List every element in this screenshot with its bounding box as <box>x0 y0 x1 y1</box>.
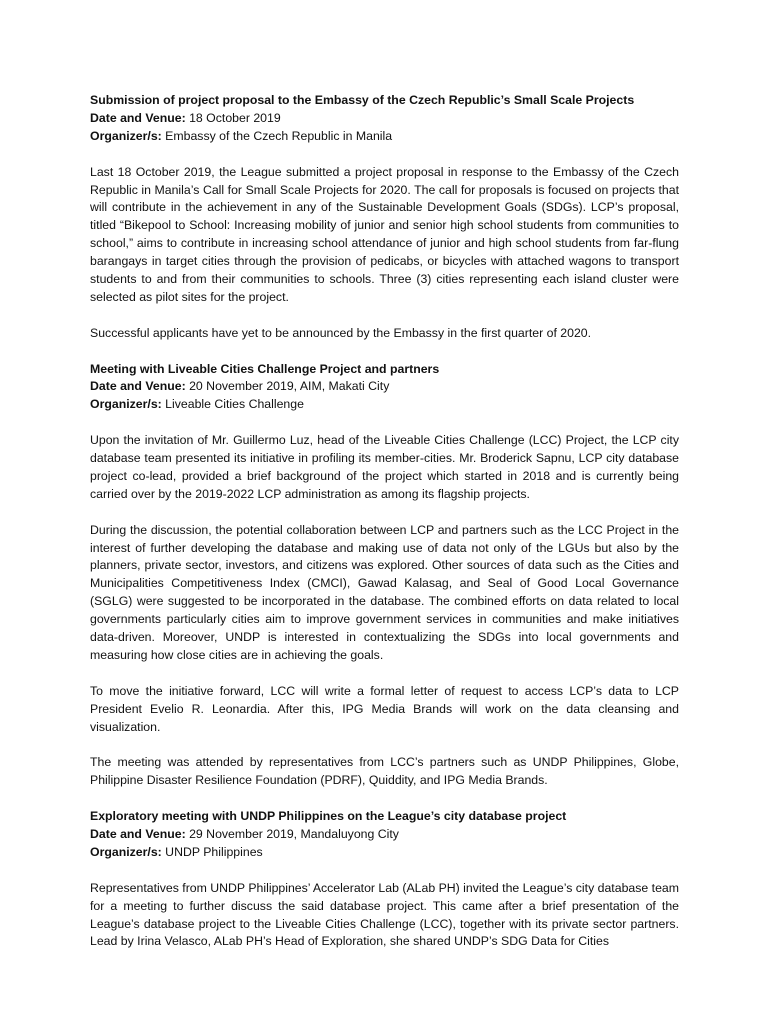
organizer-line <box>90 128 679 146</box>
date-venue-label: Date and Venue: <box>90 110 186 125</box>
organizer-value: Embassy of the Czech Republic in Manila <box>161 128 393 143</box>
organizer-label: Organizer/s: <box>90 844 162 859</box>
document-page <box>90 92 679 951</box>
organizer-value: UNDP Philippines <box>161 844 263 859</box>
date-venue-label: Date and Venue: <box>90 827 186 842</box>
section-title: Meeting with Liveable Cities Challenge Project and partners <box>90 361 440 376</box>
section-title: Submission of project proposal to the Embassy of the Czech Republic’s Small Scale Projects <box>90 93 635 107</box>
section-liveable-cities <box>90 361 679 791</box>
organizer-label: Organizer/s: <box>90 397 162 412</box>
date-venue-line <box>90 110 679 128</box>
body-paragraph: Representatives from UNDP Philippines’ Accelerator Lab (ALab PH) invited the League’s city database team for a meeting to further discuss the said database project. This came after a brief presentation of the League’s database project to the Liveable Cities Challenge (LCC), together with its private sector partners. Lead by Irina Velasco, ALab PH’s Head of Exploration, she shared UNDP’s SDG Data for Cities <box>90 880 679 949</box>
date-venue-value: 20 November 2019, AIM, Makati City <box>185 379 390 394</box>
section-title: Exploratory meeting with UNDP Philippines on the League’s city database project <box>90 809 567 824</box>
body-paragraph: Successful applicants have yet to be announced by the Embassy in the first quarter of 2020. <box>90 325 592 340</box>
date-venue-label: Date and Venue: <box>90 379 186 394</box>
organizer-label: Organizer/s: <box>90 128 162 143</box>
body-paragraph: The meeting was attended by representatives from LCC’s partners such as UNDP Philippines, Globe, Philippine Disaster Resilience Foundation (PDRF), Quiddity, and IPG Media Brands. <box>90 755 679 788</box>
body-paragraph: To move the initiative forward, LCC will write a formal letter of request to access LCP’s data to LCP President Evelio R. Leonardia. After this, IPG Media Brands will work on the data cleansing and visualization. <box>90 683 679 734</box>
section-czech-embassy <box>90 92 679 343</box>
body-paragraph: During the discussion, the potential collaboration between LCP and partners such as the LCC Project in the interest of further developing the database and making use of data not only of the LGUs but also by the planners, private sector, investors, and citizens was explored. Other sources of data such as the Cities and Municipalities Competitiveness Index (CMCI), Gawad Kalasag, and Seal of Good Local Governance (SGLG) were suggested to be incorporated in the database. The combined efforts on data related to local governments particularly cities aim to improve government services in communities and make initiatives data-driven. Moreover, UNDP is interested in contextualizing the SDGs into local governments and measuring how close cities are in achieving the goals. <box>90 522 679 663</box>
body-paragraph: Upon the invitation of Mr. Guillermo Luz, head of the Liveable Cities Challenge (LCC) Project, the LCP city database team presented its initiative in profiling its member-cities. Mr. Broderick Sapnu, LCP city database project co-lead, provided a brief background of the project which started in 2018 and is currently being carried over by the 2019-2022 LCP administration as among its flagship projects. <box>90 433 679 501</box>
date-venue-value: 18 October 2019 <box>185 110 281 125</box>
section-undp-meeting <box>90 808 679 951</box>
body-paragraph: Last 18 October 2019, the League submitted a project proposal in response to the Embassy of the Czech Republic in Manila’s Call for Small Scale Projects for 2020. The call for proposals is focused on projects that will contribute in the achievement in any of the Sustainable Development Goals (SDGs). LCP’s proposal, titled “Bikepool to School: Increasing mobility of junior and senior high school students from communities to school,” aims to contribute in increasing school attendance of junior and high school students from far-flung barangays in target cities through the provision of pedicabs, or bicycles with attached wagons to transport students to and from their communities to schools. Three (3) cities representing each island cluster were selected as pilot sites for the project. <box>90 164 679 304</box>
organizer-line <box>90 396 679 414</box>
date-venue-value: 29 November 2019, Mandaluyong City <box>185 827 399 842</box>
organizer-line <box>90 844 679 862</box>
date-venue-line <box>90 378 679 396</box>
organizer-value: Liveable Cities Challenge <box>161 397 304 412</box>
date-venue-line <box>90 826 679 844</box>
